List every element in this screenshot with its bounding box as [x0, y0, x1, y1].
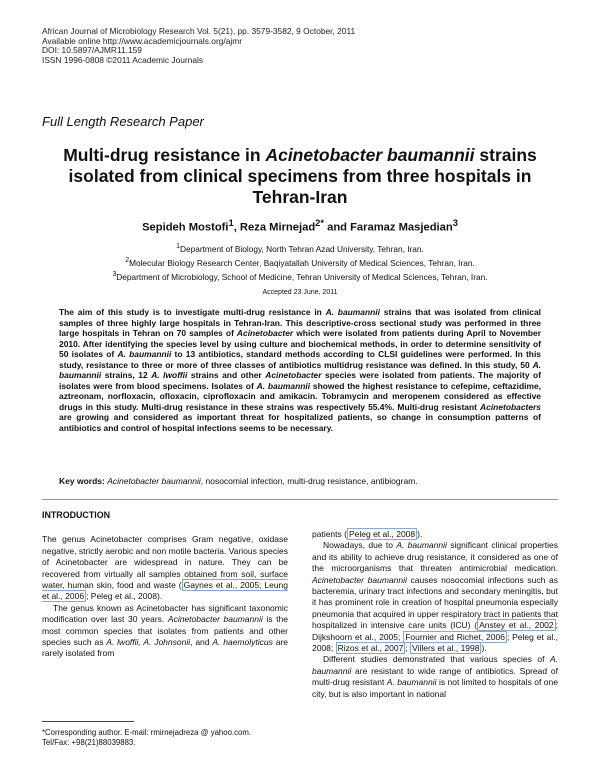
accepted-date: Accepted 23 June, 2011	[262, 289, 338, 296]
affiliation: $^1$Department of Biology, North Tehran Azad University, Tehran, Iran.	[176, 243, 424, 254]
paragraph: The genus known as Acinetobacter has significant taxonomic modification over last 30 years. Acinetobacter baumannii is the most common species that isolates from patients and other species such as A. lwoffii, A. Johnsonii, and A. haemolyticus are rarely isolated from	[42, 602, 288, 659]
left-column	[42, 510, 288, 660]
author: Sepideh Mostofi	[142, 221, 229, 234]
affiliation: $^2$Molecular Biology Research Center, Baqiyatallah University of Medical Sciences, Tehran, Iran.	[125, 256, 475, 268]
footnote-divider	[42, 721, 134, 722]
affiliations	[40, 241, 560, 282]
issn: ISSN 1996-0808 ©2011 Academic Journals	[42, 54, 204, 65]
journal-citation: African Journal of Microbiology Research Vol. 5(21), pp. 3579-3582, 9 October, 2011	[42, 26, 356, 36]
footnote	[42, 728, 292, 748]
journal-header	[42, 27, 355, 65]
paragraph: patients ( Peleg et al., 2008 ).	[312, 529, 423, 539]
citation-link[interactable]: Fournier and Richet, 2006	[405, 631, 505, 642]
citation-link[interactable]: Anstey et al., 2002	[479, 620, 554, 631]
citation-link[interactable]: Peleg et al., 2008	[348, 529, 416, 539]
author: Faramaz Masjedian	[350, 221, 453, 234]
citation-link[interactable]: Gaynes et al., 2005; Leung et al., 2006	[42, 580, 289, 602]
paragraph: Different studies demonstrated that various species of A. baumannii are resistant to wide range of antibiotics. Spread of multi-drug resistant A. baumannii is not limited to hospitals of one city, but is also important in national	[312, 654, 558, 699]
paper-type: Full Length Research Paper	[42, 114, 204, 129]
citation-link[interactable]: Villers et al., 1998	[412, 643, 480, 654]
affiliation: $^3$Department of Microbiology, School of Medicine, Tehran University of Medical Sciences, Tehran, Iran.	[112, 270, 488, 282]
contact-phone: Tel/Fax: +98(21)88039883.	[42, 738, 136, 747]
right-column	[312, 529, 558, 700]
section-heading: INTRODUCTION	[42, 510, 111, 520]
section-divider	[42, 499, 558, 500]
doi: DOI: 10.5897/AJMR11.159	[42, 45, 142, 56]
abstract: The aim of this study is to investigate multi-drug resistance in A. baumannii strains that was isolated from clinical samples of three highly large hospitals in Tehran-Iran. This descriptive-cross sectional study was performed in three large hospitals in Tehran on 70 samples of Acinetobacter which were isolated from patients during April to November 2010. After identifying the species level by using culture and biochemical methods, in order to determine sensitivity of 50 isolates of A. baumannii to 13 antibiotics, standard methods according to CLSI guidelines were performed. In this study, resistance to three or more of three classes of antibiotics multidrug resistance was defined. In this study, 50 A. baumannii strains, 12 A. lwoffii strains and other Acinetobacter species were isolated from patients. The majority of isolates were from blood specimens. Isolates of A. baumannii showed the highest resistance to cefepime, ceftazidime, aztreonam, norfloxacin, ofloxacin, ciprofloxacin and amikacin. Tobramycin and meropenem considered as effective drugs in this study. Multi-drug resistance in these strains was respectively 55.4%. Multi-drug resistant Acinetobacters are growing and considered as important threat for hospitalized patients, so change in consumption patterns of antibiotics and control of hospital infections seems to be necessary.	[59, 307, 542, 434]
paragraph: Nowadays, due to A. baumannii significant clinical properties and its ability to achieve drug resistance, it considered as one of the microorganisms that threaten antimicrobial medication. Acinetobacter baumannii causes nosocomial infections such as bacteremia, urinary tract infections and secondary meningitis, but it has prominent role in creation of hospital pneumonia especially pneumonia that acquired in upper respiratory tract in patients that hospitalized in intensive care units (ICU) ( Anstey et al., 2002 ; Dijkshoorn et al., 2005; Fournier and Richet, 2006 ; Peleg et al., 2008; Rizos et al., 2007 ; Villers et al., 1998 ).	[312, 540, 558, 654]
corresponding-author: *Corresponding author. E-mail: rmirnejadreza @ yahoo.com.	[42, 728, 251, 737]
citation-link[interactable]: Rizos et al., 2007	[337, 643, 404, 654]
keywords: Key words: Acinetobacter baumannii, nosocomial infection, multi-drug resistance, antibiogram.	[59, 476, 418, 486]
author-list: Sepideh Mostofi$^1$, Reza Mirnejad$^{2*}$ and Faramaz Masjedian$^3$	[142, 218, 458, 234]
paper-title: Multi-drug resistance in Acinetobacter baumannii strains isolated from clinical specimens from three hospitals in Tehran-Iran	[63, 145, 537, 207]
paragraph: The genus Acinetobacter comprises Gram negative, oxidase negative, strictly aerobic and non motile bacteria. Various species of Acinetobacter are widespread in nature. They can be recovered from virtually all samples obtained from soil, surface water, human skin, food and waste ( Gaynes et al., 2005; Leung et al., 2006 ; Peleg et al., 2008).	[42, 534, 289, 602]
author: Reza Mirnejad	[239, 221, 316, 234]
journal-url[interactable]: Available online http://www.academicjournals.org/ajmr	[42, 35, 243, 46]
